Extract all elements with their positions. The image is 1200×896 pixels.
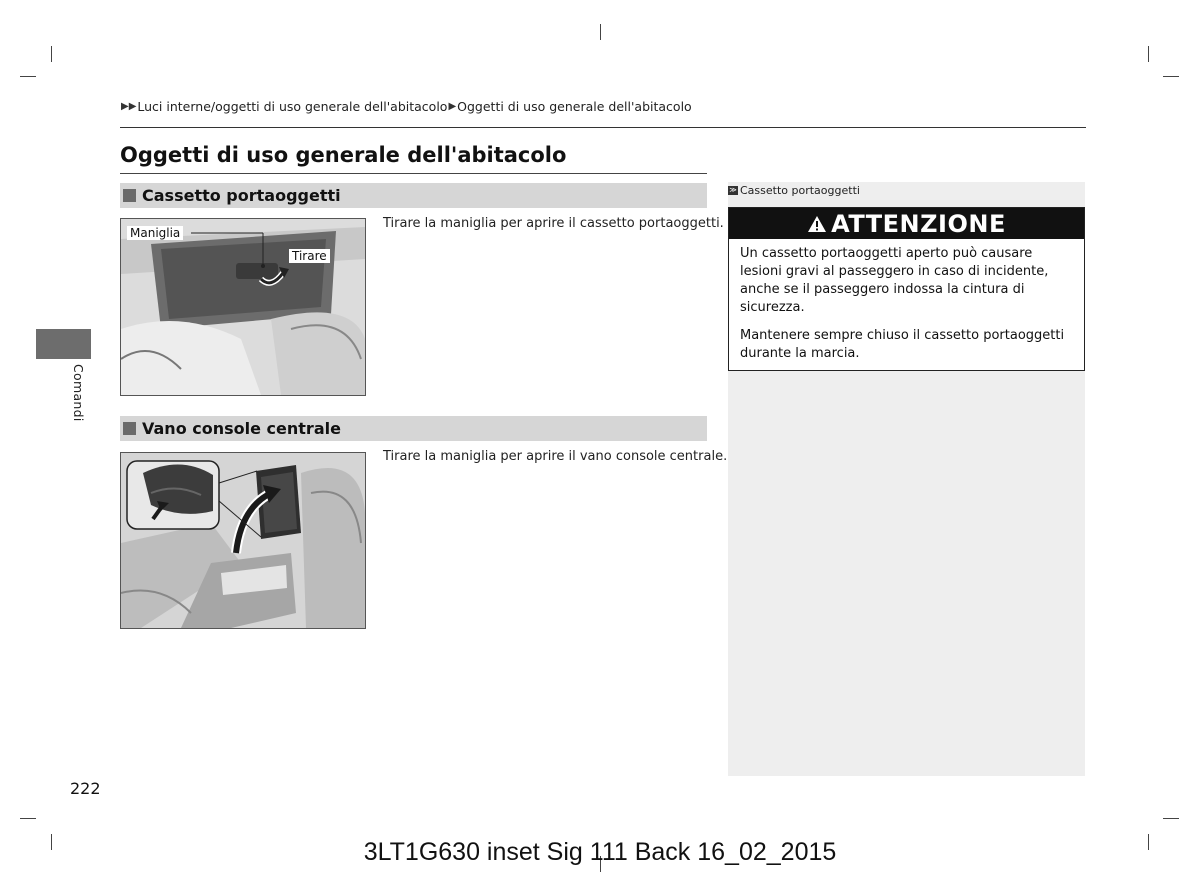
warning-title: ATTENZIONE xyxy=(831,209,1006,238)
warning-triangle-icon xyxy=(807,215,827,233)
crop-mark xyxy=(20,76,36,77)
crop-mark xyxy=(20,818,36,819)
page-number: 222 xyxy=(70,779,101,798)
warning-paragraph: Mantenere sempre chiuso il cassetto portaoggetti durante la marcia. xyxy=(740,328,1065,361)
title-rule xyxy=(120,173,707,174)
handle-label: Maniglia xyxy=(127,226,183,240)
crop-mark xyxy=(51,46,52,62)
crop-mark xyxy=(1163,818,1179,819)
console-drawing xyxy=(121,453,365,628)
section-text: Tirare la maniglia per aprire il vano console centrale. xyxy=(383,449,728,464)
breadcrumb-item[interactable]: Luci interne/oggetti di uso generale dell'abitacolo xyxy=(137,99,448,114)
section-heading-glovebox xyxy=(120,183,707,208)
glovebox-illustration xyxy=(120,218,366,396)
crop-mark xyxy=(1163,76,1179,77)
section-heading-text: Cassetto portaoggetti xyxy=(142,186,341,205)
chapter-tab xyxy=(36,329,91,359)
reference-text: Cassetto portaoggetti xyxy=(740,184,860,197)
console-illustration xyxy=(120,452,366,629)
page-title: Oggetti di uso generale dell'abitacolo xyxy=(120,143,567,167)
breadcrumb xyxy=(120,99,692,114)
warning-paragraph: Un cassetto portaoggetti aperto può causare lesioni gravi al passeggero in caso di incidente, anche se il passeggero indossa la cintura di sicurezza. xyxy=(740,246,1049,315)
section-text: Tirare la maniglia per aprire il cassetto portaoggetti. xyxy=(383,216,724,231)
double-arrow-icon: ▶▶ xyxy=(121,101,137,112)
reference-icon: ≫ xyxy=(729,186,737,194)
glovebox-drawing xyxy=(121,219,365,395)
section-heading-console xyxy=(120,416,707,441)
pull-label: Tirare xyxy=(289,249,330,263)
breadcrumb-item[interactable]: Oggetti di uso generale dell'abitacolo xyxy=(457,99,692,114)
crop-mark xyxy=(1148,46,1149,62)
print-footer: 3LT1G630 inset Sig 111 Back 16_02_2015 xyxy=(363,838,837,866)
warning-header xyxy=(729,208,1084,239)
square-bullet-icon xyxy=(123,422,136,435)
arrow-icon: ▶ xyxy=(448,101,457,112)
section-heading-text: Vano console centrale xyxy=(142,419,341,438)
header-rule xyxy=(120,127,1086,128)
square-bullet-icon xyxy=(123,189,136,202)
reference-link[interactable] xyxy=(728,184,860,197)
chapter-label: Comandi xyxy=(71,364,86,422)
warning-box xyxy=(728,207,1085,371)
crop-mark xyxy=(600,24,601,40)
